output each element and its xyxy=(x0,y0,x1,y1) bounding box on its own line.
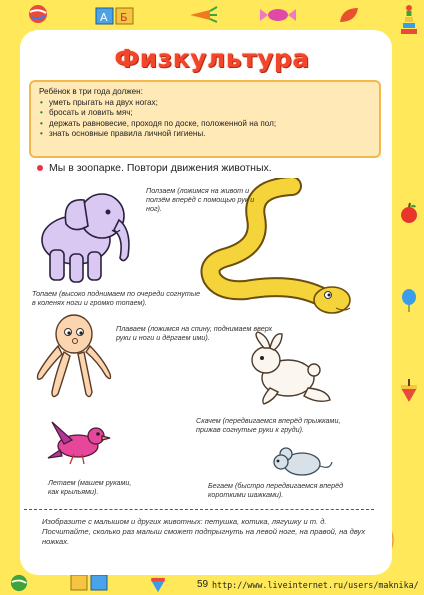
bird-illustration xyxy=(44,418,114,468)
apple-icon xyxy=(398,202,420,224)
intro-item: • уметь прыгать на двух ногах; xyxy=(39,98,371,109)
parent-note: Изобразите с малышом и других животных: петушка, котика, лягушку и т. д. Посчитайте, сколько раз малыш сможет подпрыгнуть на левой ноге, на правой, на двух ножках. xyxy=(42,517,366,546)
caption-elephant: Топаем (высоко поднимаем по очереди согнутые в коленях ноги и громко топаем). xyxy=(32,289,201,308)
source-url: http://www.liveinternet.ru/users/maknika/ xyxy=(212,580,419,590)
svg-text:A: A xyxy=(100,11,108,24)
toy-blocks-icon-bottom xyxy=(70,574,110,592)
octopus-illustration xyxy=(34,312,114,404)
leaf-icon xyxy=(338,6,360,24)
caption-mouse: Бегаем (быстро передвигаемся вперёд короткими шажками). xyxy=(208,481,344,500)
intro-item: • бросать и ловить мяч; xyxy=(39,108,371,119)
intro-box xyxy=(29,80,381,158)
toy-blocks-icon xyxy=(95,6,135,26)
task-text: Мы в зоопарке. Повтори движения животных. xyxy=(49,162,272,174)
spinning-top-icon xyxy=(398,378,420,404)
mouse-illustration xyxy=(272,442,334,478)
balloon-icon xyxy=(400,288,418,312)
intro-heading: Ребёнок в три года должен: xyxy=(39,87,143,96)
caption-octopus: Плаваем (ложимся на спину, поднимаем вверх руки и ноги и дёргаем ими). xyxy=(116,324,273,343)
ball-icon xyxy=(28,4,48,24)
divider xyxy=(24,509,374,510)
carrot-icon xyxy=(188,6,218,24)
caption-bird: Летаем (машем руками, как крыльями). xyxy=(48,478,132,497)
task-heading xyxy=(37,162,272,174)
spinning-top-icon-bottom xyxy=(148,572,168,594)
intro-list xyxy=(39,98,371,140)
caption-rabbit: Скачем (передвигаемся вперёд прыжками, прижав согнутые руки к груди). xyxy=(196,416,341,435)
rabbit-illustration xyxy=(248,330,334,410)
candy-icon xyxy=(258,7,298,23)
intro-item: • знать основные правила личной гигиены. xyxy=(39,129,371,140)
page-title: Физкультура xyxy=(114,44,310,73)
caption-snake: Ползаем (ложимся на живот и ползём вперёд с помощью рук и ног). xyxy=(146,186,255,214)
bullet-icon xyxy=(37,165,43,171)
svg-text:Б: Б xyxy=(120,11,128,24)
intro-item: • держать равновесие, проходя по доске, положенной на пол; xyxy=(39,119,371,130)
pyramid-toy-icon xyxy=(398,4,420,36)
elephant-illustration xyxy=(24,178,136,286)
ball-icon-bottom xyxy=(10,574,28,592)
page-number: 59 xyxy=(197,579,209,590)
